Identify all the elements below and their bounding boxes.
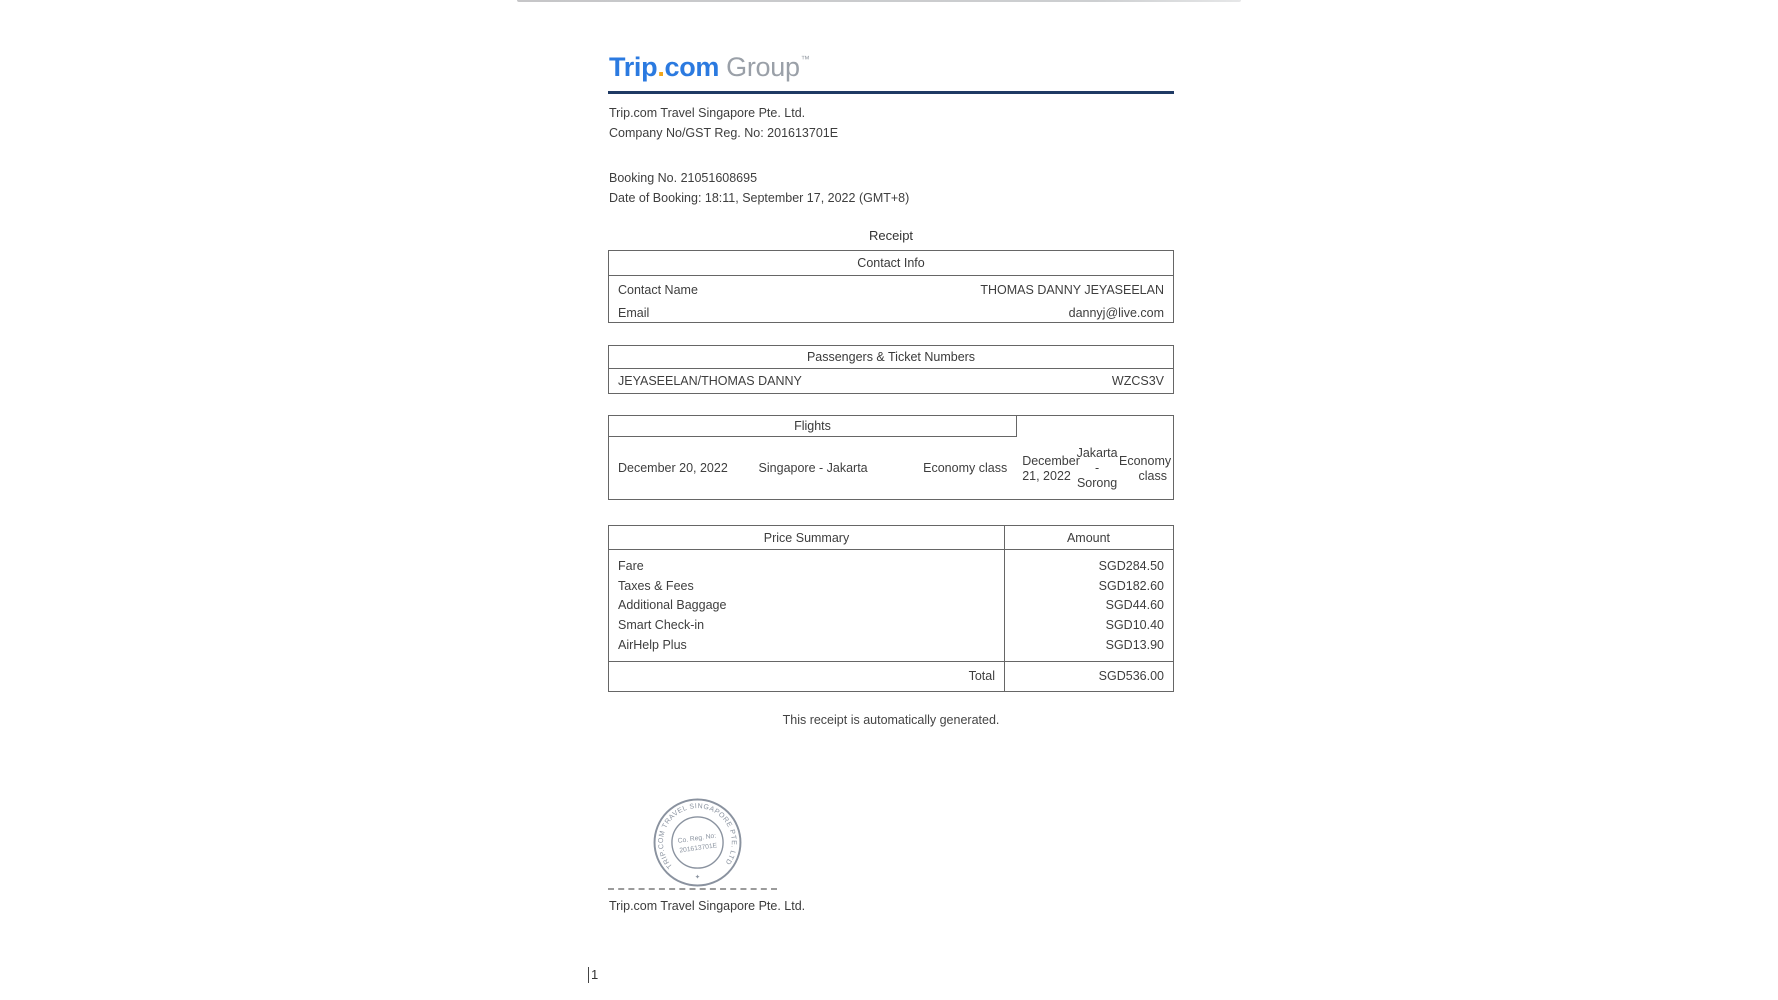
price-amount: SGD13.90 bbox=[1105, 638, 1164, 653]
contact-label: Email bbox=[618, 305, 650, 320]
passengers-header: Passengers & Ticket Numbers bbox=[609, 346, 1173, 369]
flight-segment-class: Economy class bbox=[923, 461, 1008, 475]
flight-segment-date: December 21, 2022 bbox=[1022, 453, 1080, 483]
logo-trademark: ™ bbox=[800, 54, 810, 64]
signature-dashed-line bbox=[608, 888, 777, 890]
contact-info-table bbox=[608, 250, 1174, 323]
tripcom-group-logo bbox=[609, 52, 809, 83]
price-summary-table bbox=[608, 525, 1174, 692]
price-label: AirHelp Plus bbox=[618, 638, 687, 653]
signature-company-name: Trip.com Travel Singapore Pte. Ltd. bbox=[609, 899, 806, 913]
logo-dot: . bbox=[657, 52, 665, 82]
flight-segment-date: December 20, 2022 bbox=[618, 461, 728, 475]
passenger-row bbox=[609, 369, 1173, 393]
stamp-reg-number: 201613701E bbox=[679, 842, 718, 855]
ticket-number: WZCS3V bbox=[1111, 374, 1164, 388]
flights-header: Flights bbox=[609, 416, 1017, 437]
contact-info-header: Contact Info bbox=[609, 251, 1173, 276]
price-label: Taxes & Fees bbox=[618, 578, 694, 593]
logo-com-text: com bbox=[664, 52, 720, 82]
price-amount: SGD182.60 bbox=[1098, 578, 1164, 593]
stamp-ring-text: TRIP.COM TRAVEL SINGAPORE PTE. LTD bbox=[657, 802, 737, 870]
company-name-line: Trip.com Travel Singapore Pte. Ltd. bbox=[609, 106, 806, 120]
flight-row bbox=[609, 438, 1173, 499]
passenger-name: JEYASEELAN/THOMAS DANNY bbox=[618, 374, 802, 388]
total-row bbox=[609, 661, 1173, 691]
stamp-star-icon: ✦ bbox=[694, 874, 701, 882]
booking-date-line: Date of Booking: 18:11, September 17, 2022 (GMT+8) bbox=[609, 191, 910, 205]
flight-segment-route: Jakarta - Sorong bbox=[1076, 446, 1118, 490]
logo-group-text: Group bbox=[726, 52, 800, 82]
brand-rule bbox=[608, 91, 1174, 94]
flight-segment-class: Economy class bbox=[1119, 453, 1172, 483]
receipt-note: This receipt is automatically generated. bbox=[782, 713, 1000, 727]
contact-row bbox=[609, 302, 1173, 325]
price-amount: SGD284.50 bbox=[1098, 558, 1164, 573]
price-label: Additional Baggage bbox=[618, 598, 727, 613]
receipt-document bbox=[608, 0, 1174, 1000]
passengers-table bbox=[608, 345, 1174, 394]
price-row bbox=[609, 596, 1173, 616]
amount-header: Amount bbox=[1066, 530, 1111, 545]
booking-number-line: Booking No. 21051608695 bbox=[609, 171, 758, 185]
price-amount: SGD44.60 bbox=[1105, 598, 1164, 613]
total-amount: SGD536.00 bbox=[1098, 669, 1164, 684]
total-label: Total bbox=[968, 669, 995, 684]
price-label: Smart Check-in bbox=[618, 618, 705, 633]
price-amount: SGD10.40 bbox=[1105, 618, 1164, 633]
price-row bbox=[609, 556, 1173, 576]
logo-trip-text: Trip bbox=[609, 52, 658, 82]
contact-value: THOMAS DANNY JEYASEELAN bbox=[980, 283, 1164, 298]
contact-row bbox=[609, 279, 1173, 302]
stamp-outer-circle-icon bbox=[655, 800, 741, 886]
contact-label: Contact Name bbox=[618, 283, 698, 298]
price-row bbox=[609, 615, 1173, 635]
stamp-reg-label: Co. Reg. No: bbox=[677, 832, 717, 845]
company-stamp bbox=[651, 796, 744, 889]
page-number: 1 bbox=[588, 967, 598, 983]
company-reg-line: Company No/GST Reg. No: 201613701E bbox=[609, 126, 839, 140]
price-summary-header: Price Summary bbox=[763, 530, 850, 545]
price-row bbox=[609, 576, 1173, 596]
price-row bbox=[609, 635, 1173, 655]
flights-table bbox=[608, 415, 1174, 500]
column-divider bbox=[1004, 526, 1005, 691]
price-label: Fare bbox=[618, 558, 644, 573]
flight-segment-route: Singapore - Jakarta bbox=[758, 461, 868, 475]
contact-value: dannyj@live.com bbox=[1068, 305, 1164, 320]
receipt-title: Receipt bbox=[868, 228, 914, 243]
